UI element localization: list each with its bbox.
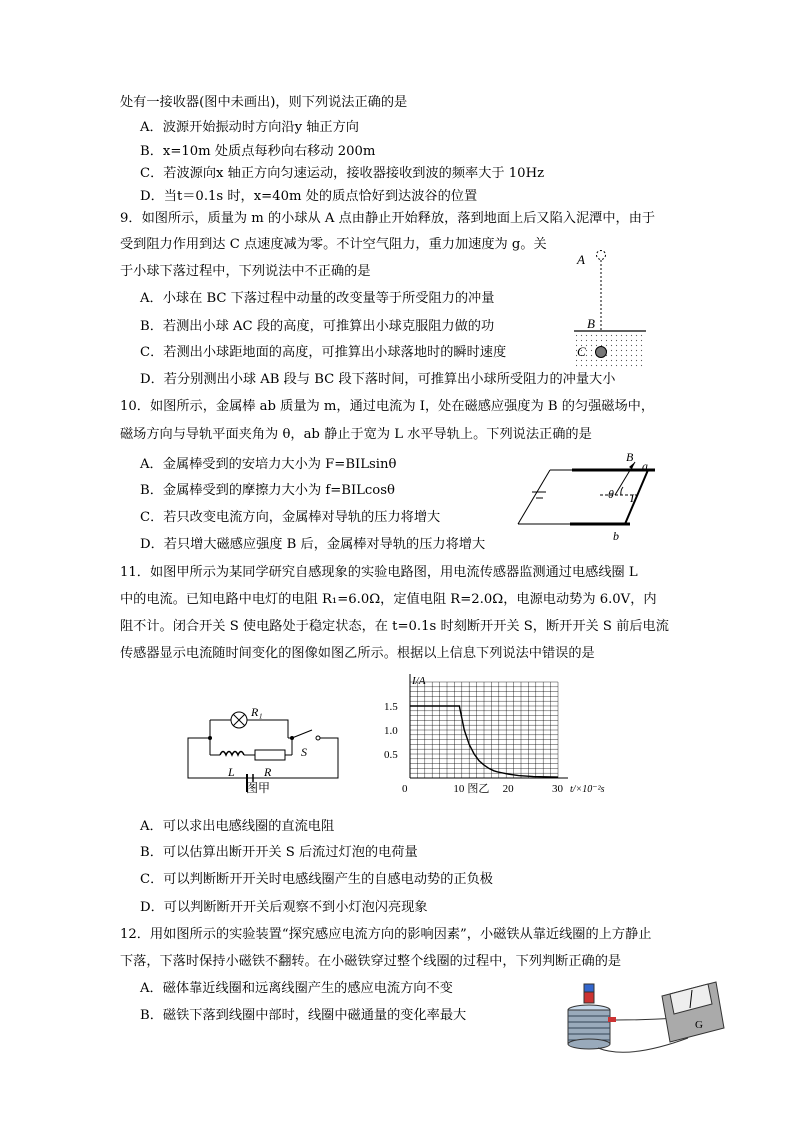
y-tick-label: 0.5 [384,749,398,761]
ball-at-c [596,347,607,358]
switch-s [292,730,312,738]
label-b: B [587,316,595,331]
q9-figure [570,244,650,372]
x-tick-label: 30 [552,783,563,795]
y-tick-label: 1.0 [384,725,398,737]
q11-option-d: D．可以判断断开开关后观察不到小灯泡闪亮现象 [140,900,428,915]
label-b-field: B [626,450,634,464]
x-tick-label: 10 [453,783,465,795]
q9-stem-1: 9．如图所示，质量为 m 的小球从 A 点由静止开始释放，落到地面上后又陷入泥潭中，由于 [120,211,656,226]
q9-stem-3: 于小球下落过程中，下列说法中不正确的是 [120,264,371,279]
y-axis-label: I/A [412,675,426,687]
label-r: R [264,765,272,779]
label-s: S [301,745,307,759]
q11-stem-1: 11．如图甲所示为某同学研究自感现象的实验电路图，用电流传感器监测通过电感线圈 L [120,565,638,580]
q8-option-c: C．若波源向x 轴正方向匀速运动，接收器接收到波的频率大于 10Hz [140,166,545,181]
label-theta: θ [608,487,614,501]
q10-stem-1: 10．如图所示，金属棒 ab 质量为 m，通过电流为 I，处在磁感应强度为 B 的匀强磁场中， [120,399,655,414]
q11-stem-2: 中的电流。已知电路中电灯的电阻 R₁=6.0Ω，定值电阻 R=2.0Ω，电源电动势为 6.0V，内 [120,592,657,607]
label-current: I [630,491,634,505]
inductor-l [220,752,244,756]
q9-option-d: D．若分别测出小球 AB 段与 BC 段下落时间，可推算出小球所受阻力的冲量大小 [140,372,616,387]
q12-stem-2: 下落，下落时保持小磁铁不翻转。在小磁铁穿过整个线圈的过程中，下列判断正确的是 [120,954,622,969]
q11-stem-4: 传感器显示电流随时间变化的图像如图乙所示。根据以上信息下列说法中错误的是 [120,646,595,661]
q12-stem-1: 12．用如图所示的实验装置“探究感应电流方向的影响因素”，小磁铁从靠近线圈的上方静止 [120,927,652,942]
y-tick-label: 1.5 [384,701,398,713]
q11-current-chart [382,664,605,800]
x-tick-label: 20 [502,783,514,795]
q8-option-d: D．当t＝0.1s 时，x=40m 处的质点恰好到达波谷的位置 [140,189,478,204]
q10-option-d: D．若只增大磁感应强度 B 后，金属棒对导轨的压力将增大 [140,537,486,552]
label-r1: R₁ [251,705,263,719]
q9-stem-2: 受到阻力作用到达 C 点速度减为零。不计空气阻力，重力加速度为 g。关 [120,237,547,252]
q11-circuit [180,700,350,800]
q9-option-c: C．若测出小球距地面的高度，可推算出小球落地时的瞬时速度 [140,345,507,360]
meter-label: G [695,1019,703,1031]
q11-stem-3: 阻不计。闭合开关 S 使电路处于稳定状态，在 t=0.1s 时刻断开开关 S，断开开关 S 前后电流 [120,619,669,634]
x-tick-label: 0 [402,783,408,795]
label-a: A [577,252,585,267]
resistor-r [255,750,285,760]
wire-left [518,470,550,524]
magnet [584,991,594,1003]
rod-ab [625,470,648,524]
caption-figure-a: 图甲 [246,781,271,795]
label-l: L [228,765,235,779]
q8-cont: 处有一接收器(图中未画出)，则下列说法正确的是 [120,95,408,110]
label-c: C [577,344,586,359]
mud [576,331,644,369]
q11-option-a: A．可以求出电感线圈的直流电阻 [140,819,335,834]
q8-option-a: A．波源开始振动时方向沿y 轴正方向 [140,120,359,135]
q11-option-b: B．可以估算出断开开关 S 后流过灯泡的电荷量 [140,845,418,860]
q8-option-b: B．x=10m 处质点每秒向右移动 200m [140,144,376,159]
q9-option-a: A．小球在 BC 下落过程中动量的改变量等于所受阻力的冲量 [140,291,495,306]
q12-option-b: B．磁铁下落到线圈中部时，线圈中磁通量的变化率最大 [140,1008,467,1023]
chart-title: 图乙 [467,783,490,795]
q12-figure [558,980,728,1060]
q9-option-b: B．若测出小球 AC 段的高度，可推算出小球克服阻力做的功 [140,319,495,334]
q12-option-a: A．磁体靠近线圈和远离线圈产生的感应电流方向不变 [140,981,453,996]
q11-option-c: C．可以判断断开开关时电感线圈产生的自感电动势的正负极 [140,872,493,887]
q10-option-b: B．金属棒受到的摩擦力大小为 f=BILcosθ [140,483,395,498]
label-a-end: a [642,459,648,473]
q10-figure [510,450,670,542]
label-b-end: b [613,529,619,543]
ball-at-a [597,251,606,260]
q10-option-c: C．若只改变电流方向，金属棒对导轨的压力将增大 [140,510,441,525]
q10-stem-2: 磁场方向与导轨平面夹角为 θ，ab 静止于宽为 L 水平导轨上。下列说法正确的是 [120,427,592,442]
x-axis-label: t/×10⁻²s [570,784,605,795]
theta-arc [621,487,623,495]
q10-option-a: A．金属棒受到的安培力大小为 F=BILsinθ [140,457,397,472]
